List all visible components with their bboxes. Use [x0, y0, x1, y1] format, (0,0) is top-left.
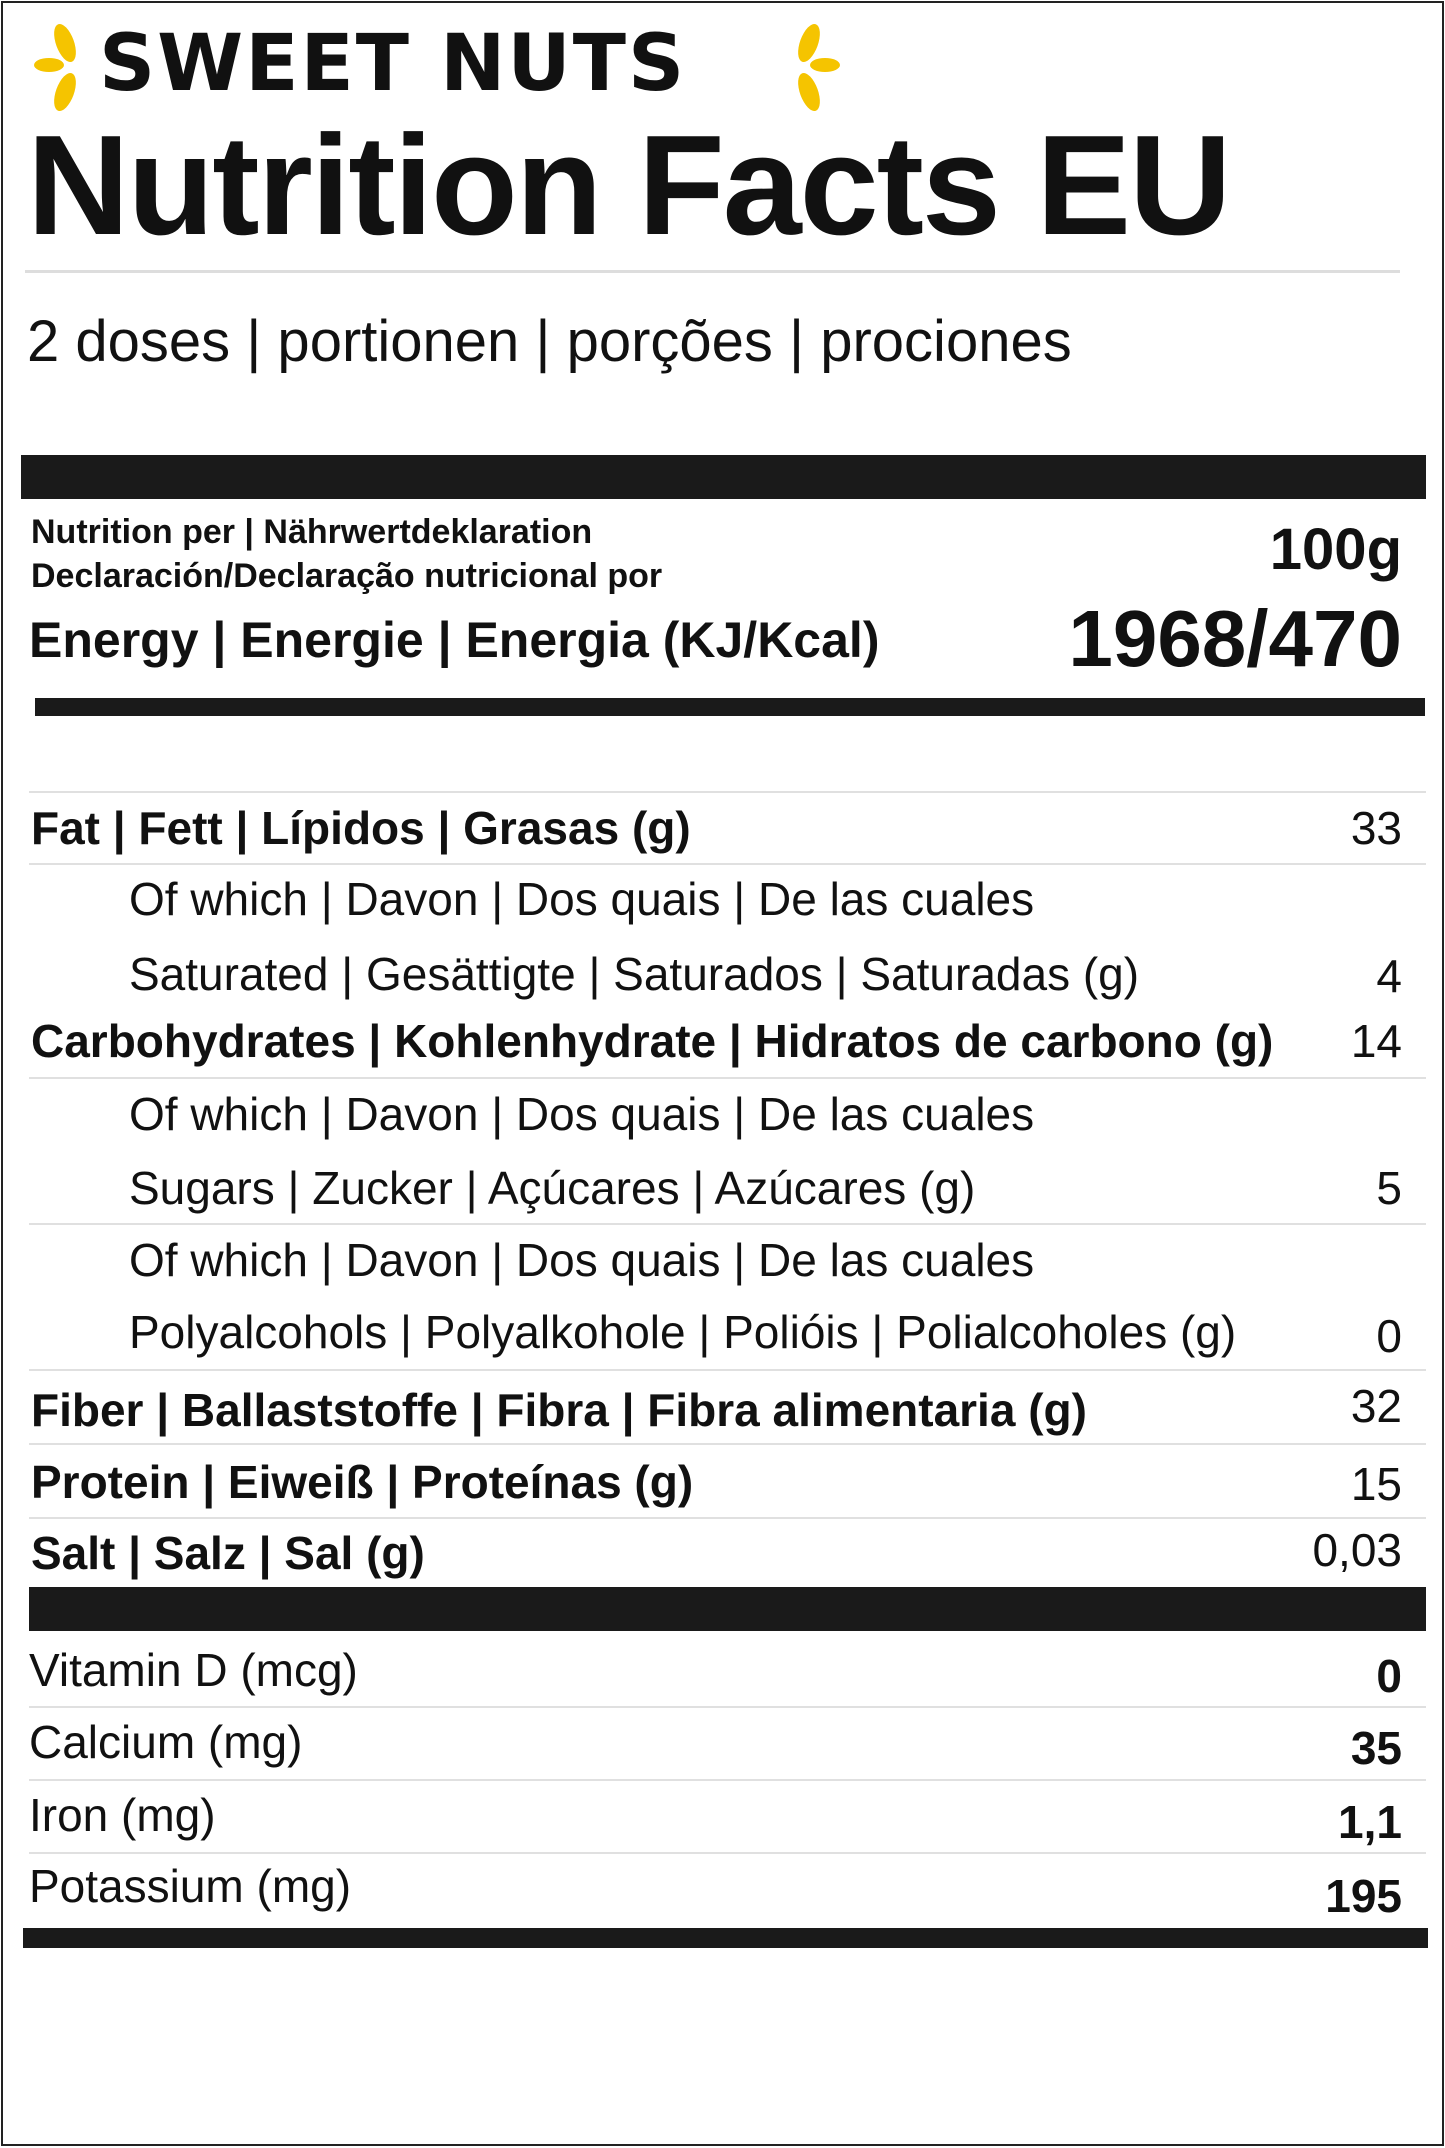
vitamin-label-vitamin-d: Vitamin D (mcg) — [29, 1644, 358, 1696]
vitamin-label-potassium: Potassium (mg) — [29, 1860, 352, 1912]
nutrient-label-sugars: Sugars | Zucker | Açúcares | Azúcares (g) — [129, 1162, 976, 1214]
energy-value: 1968/470 — [1068, 594, 1402, 683]
row-divider — [29, 1077, 1426, 1079]
nutrient-label-sugars-of-which: Of which | Davon | Dos quais | De las cuales — [129, 1234, 1035, 1286]
nutrition-per-line2: Declaración/Declaração nutricional por — [31, 557, 663, 595]
title-divider — [25, 270, 1400, 273]
nutrient-value-carbohydrates: 14 — [1350, 1015, 1402, 1067]
nutrient-label-polyalcohols: Polyalcohols | Polyalkohole | Polióis | Polialcoholes (g) — [129, 1306, 1237, 1358]
nutrition-per-line1: Nutrition per | Nährwertdeklaration — [31, 513, 593, 551]
energy-divider-bar — [35, 698, 1425, 716]
footer-bar — [23, 1928, 1428, 1948]
nutrient-value-fat: 33 — [1350, 802, 1402, 854]
nutrient-label-carbohydrates: Carbohydrates | Kohlenhydrate | Hidratos de carbono (g) — [31, 1015, 1274, 1067]
nutrient-value-sugars: 5 — [1376, 1162, 1402, 1214]
row-divider — [29, 1443, 1426, 1445]
vitamin-label-calcium: Calcium (mg) — [29, 1716, 303, 1768]
nutrient-label-salt: Salt | Salz | Sal (g) — [31, 1527, 425, 1579]
brand-name: SWEET NUTS — [99, 19, 687, 109]
left-sparkle-icon — [33, 17, 103, 117]
vitamin-label-iron: Iron (mg) — [29, 1789, 216, 1841]
nutrient-label-fiber: Fiber | Ballaststoffe | Fibra | Fibra alimentaria (g) — [31, 1384, 1087, 1436]
nutrient-label-fat: Fat | Fett | Lípidos | Grasas (g) — [31, 802, 691, 854]
page-title: Nutrition Facts EU — [27, 106, 1230, 265]
nutrient-value-saturated: 4 — [1376, 950, 1402, 1002]
row-divider — [29, 863, 1426, 865]
vitamins-bar — [29, 1587, 1426, 1631]
nutrient-label-protein: Protein | Eiweiß | Proteínas (g) — [31, 1456, 694, 1508]
right-sparkle-icon — [771, 17, 841, 117]
energy-label: Energy | Energie | Energia (KJ/Kcal) — [29, 612, 880, 668]
vitamin-value-calcium: 35 — [1350, 1722, 1402, 1774]
row-divider — [29, 1706, 1426, 1708]
row-divider — [29, 791, 1426, 793]
nutrient-value-polyalcohols: 0 — [1376, 1310, 1402, 1362]
vitamin-value-iron: 1,1 — [1338, 1796, 1402, 1848]
nutrient-label-saturated: Saturated | Gesättigte | Saturados | Saturadas (g) — [129, 948, 1140, 1000]
header-bar — [21, 455, 1426, 499]
vitamin-value-vitamin-d: 0 — [1376, 1650, 1402, 1702]
nutrient-value-fiber: 32 — [1350, 1380, 1402, 1432]
row-divider — [29, 1223, 1426, 1225]
nutrient-label-fat-of-which: Of which | Davon | Dos quais | De las cuales — [129, 873, 1035, 925]
nutrient-value-salt: 0,03 — [1312, 1524, 1402, 1576]
vitamin-value-potassium: 195 — [1325, 1870, 1402, 1922]
nutrient-label-carbs-of-which: Of which | Davon | Dos quais | De las cuales — [129, 1088, 1035, 1140]
servings-text: 2 doses | portionen | porções | prociones — [27, 309, 1072, 374]
row-divider — [29, 1852, 1426, 1854]
nutrition-per-amount: 100g — [1269, 517, 1402, 582]
row-divider — [29, 1779, 1426, 1781]
row-divider — [29, 1517, 1426, 1519]
nutrient-value-protein: 15 — [1350, 1458, 1402, 1510]
nutrition-label — [1, 1, 1444, 2146]
row-divider — [29, 1369, 1426, 1371]
